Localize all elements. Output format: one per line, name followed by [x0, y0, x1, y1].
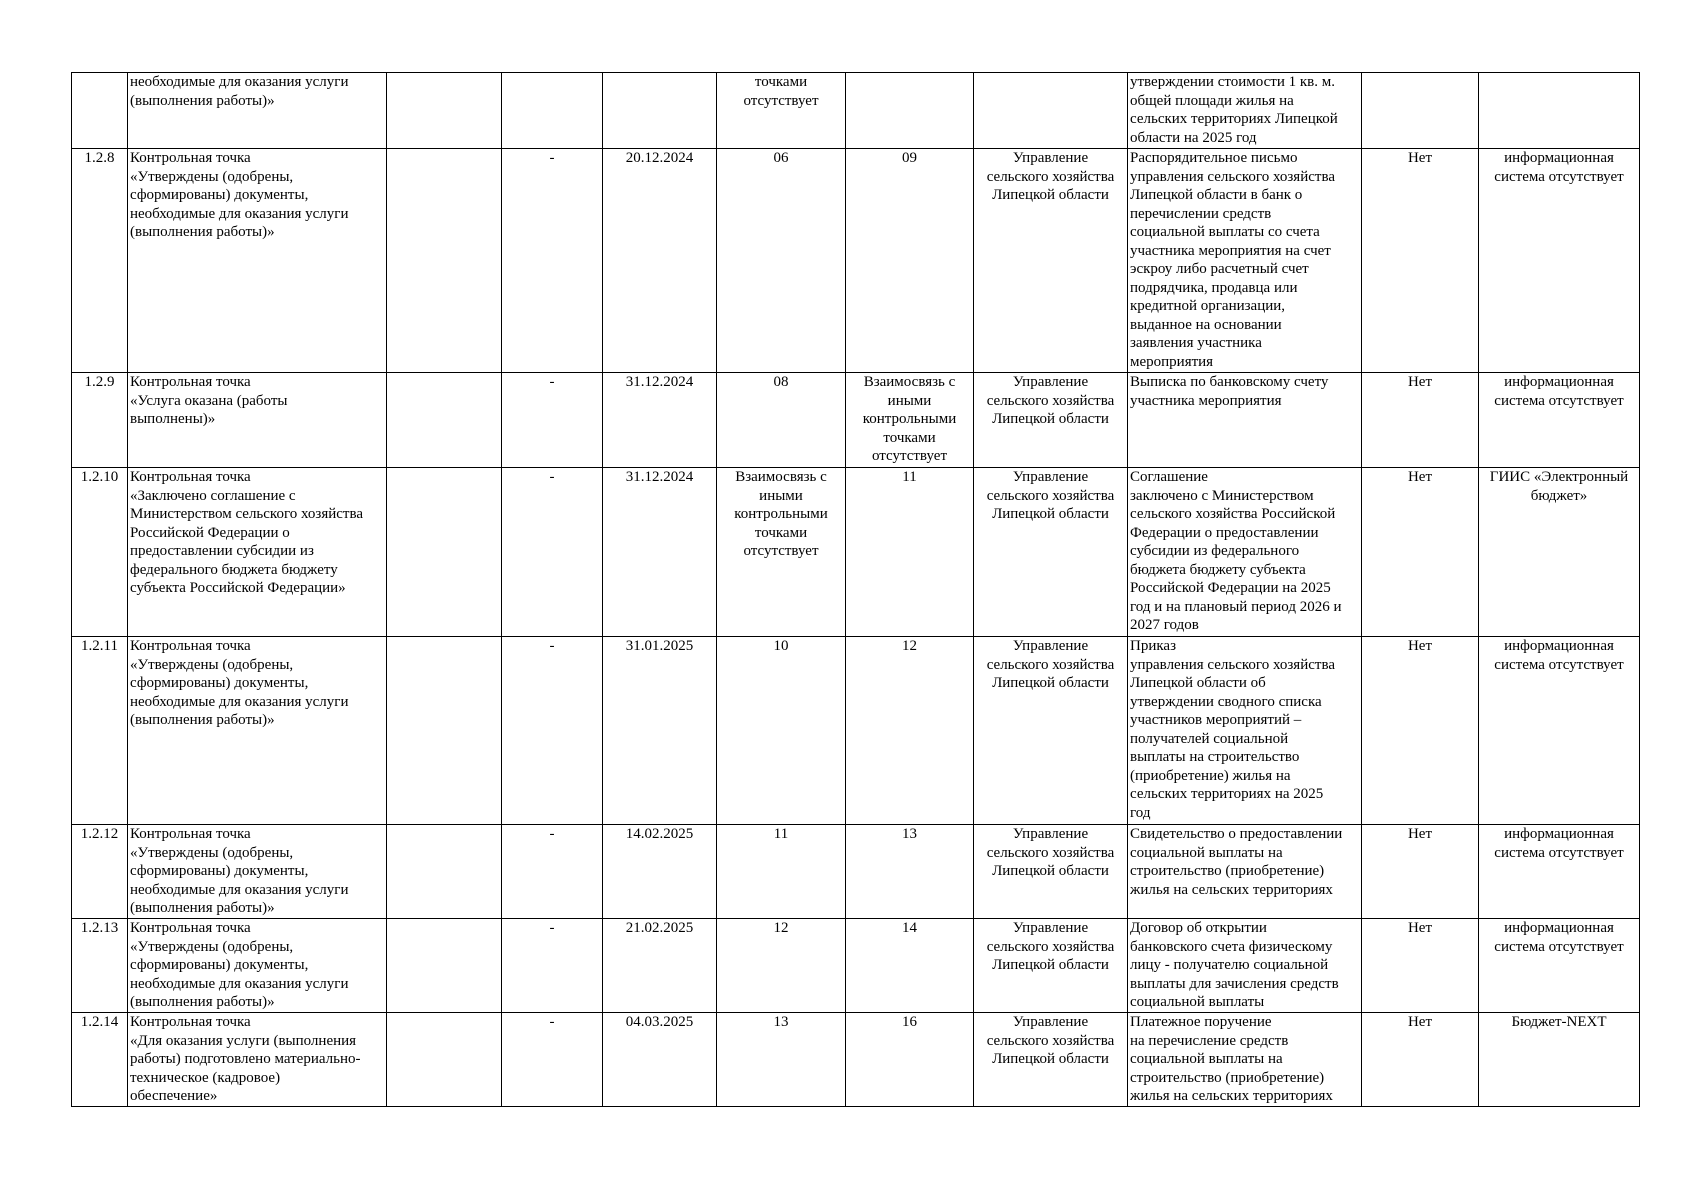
column-3-cell [387, 919, 502, 1013]
document-cell: Договор об открытии банковского счета физическому лицу - получателю социальной выплаты для зачисления средств социальной выплаты [1128, 919, 1362, 1013]
responsible-cell: Управление сельского хозяйства Липецкой области [974, 1013, 1128, 1107]
successor-cell: Взаимосвязь с иными контрольными точками отсутствует [846, 373, 974, 468]
responsible-cell: Управление сельского хозяйства Липецкой области [974, 373, 1128, 468]
successor-cell: 16 [846, 1013, 974, 1107]
column-4-cell: - [502, 468, 603, 637]
document-cell: Распорядительное письмо управления сельского хозяйства Липецкой области в банк о перечислении средств социальной выплаты со счета участника мероприятия на счет эскроу либо расчетный счет подрядчика, продавца или кредитной организации, выданное на основании заявления участника мероприятия [1128, 149, 1362, 373]
deadline-date: 20.12.2024 [603, 149, 717, 373]
column-3-cell [387, 373, 502, 468]
flag-cell: Нет [1362, 149, 1479, 373]
table-row [72, 637, 1640, 825]
control-point-name: Контрольная точка «Услуга оказана (работы выполнены)» [128, 373, 387, 468]
flag-cell: Нет [1362, 1013, 1479, 1107]
responsible-cell: Управление сельского хозяйства Липецкой области [974, 637, 1128, 825]
flag-cell: Нет [1362, 637, 1479, 825]
successor-cell [846, 73, 974, 149]
info-system-cell: информационная система отсутствует [1479, 373, 1640, 468]
column-3-cell [387, 73, 502, 149]
predecessor-cell: 11 [717, 825, 846, 919]
table-row [72, 919, 1640, 1013]
table-row [72, 468, 1640, 637]
row-number: 1.2.9 [72, 373, 128, 468]
column-3-cell [387, 637, 502, 825]
table-row [72, 373, 1640, 468]
control-point-name: Контрольная точка «Утверждены (одобрены, сформированы) документы, необходимые для оказания услуги (выполнения работы)» [128, 825, 387, 919]
info-system-cell: информационная система отсутствует [1479, 149, 1640, 373]
predecessor-cell: 08 [717, 373, 846, 468]
document-cell: Свидетельство о предоставлении социальной выплаты на строительство (приобретение) жилья на сельских территориях [1128, 825, 1362, 919]
deadline-date: 21.02.2025 [603, 919, 717, 1013]
info-system-cell: Бюджет-NEXT [1479, 1013, 1640, 1107]
document-cell: Платежное поручение на перечисление средств социальной выплаты на строительство (приобретение) жилья на сельских территориях [1128, 1013, 1362, 1107]
control-point-name: Контрольная точка «Заключено соглашение с Министерством сельского хозяйства Российской Федерации о предоставлении субсидии из федерального бюджета бюджету субъекта Российской Федерации» [128, 468, 387, 637]
column-4-cell: - [502, 1013, 603, 1107]
control-points-table [71, 72, 1640, 1107]
responsible-cell [974, 73, 1128, 149]
info-system-cell: информационная система отсутствует [1479, 637, 1640, 825]
control-point-name: Контрольная точка «Утверждены (одобрены, сформированы) документы, необходимые для оказания услуги (выполнения работы)» [128, 149, 387, 373]
control-point-name: Контрольная точка «Утверждены (одобрены, сформированы) документы, необходимые для оказания услуги (выполнения работы)» [128, 637, 387, 825]
row-number: 1.2.13 [72, 919, 128, 1013]
row-number: 1.2.12 [72, 825, 128, 919]
column-4-cell [502, 73, 603, 149]
flag-cell: Нет [1362, 919, 1479, 1013]
column-4-cell: - [502, 919, 603, 1013]
successor-cell: 14 [846, 919, 974, 1013]
deadline-date: 31.01.2025 [603, 637, 717, 825]
predecessor-cell: 13 [717, 1013, 846, 1107]
successor-cell: 12 [846, 637, 974, 825]
row-number: 1.2.8 [72, 149, 128, 373]
column-3-cell [387, 825, 502, 919]
column-3-cell [387, 149, 502, 373]
row-number: 1.2.14 [72, 1013, 128, 1107]
info-system-cell: информационная система отсутствует [1479, 919, 1640, 1013]
flag-cell [1362, 73, 1479, 149]
document-cell: Приказ управления сельского хозяйства Липецкой области об утверждении сводного списка участников мероприятий – получателей социальной выплаты на строительство (приобретение) жилья на сельских территориях на 2025 год [1128, 637, 1362, 825]
control-point-name: Контрольная точка «Для оказания услуги (выполнения работы) подготовлено материально- техническое (кадровое) обеспечение» [128, 1013, 387, 1107]
responsible-cell: Управление сельского хозяйства Липецкой области [974, 468, 1128, 637]
flag-cell: Нет [1362, 825, 1479, 919]
deadline-date: 31.12.2024 [603, 373, 717, 468]
row-number: 1.2.10 [72, 468, 128, 637]
document-cell: утверждении стоимости 1 кв. м. общей площади жилья на сельских территориях Липецкой области на 2025 год [1128, 73, 1362, 149]
document-cell: Соглашение заключено с Министерством сельского хозяйства Российской Федерации о предоставлении субсидии из федерального бюджета бюджету субъекта Российской Федерации на 2025 год и на плановый период 2026 и 2027 годов [1128, 468, 1362, 637]
info-system-cell: ГИИС «Электронный бюджет» [1479, 468, 1640, 637]
info-system-cell [1479, 73, 1640, 149]
table-row [72, 1013, 1640, 1107]
document-cell: Выписка по банковскому счету участника мероприятия [1128, 373, 1362, 468]
predecessor-cell: Взаимосвязь с иными контрольными точками отсутствует [717, 468, 846, 637]
column-4-cell: - [502, 825, 603, 919]
deadline-date: 31.12.2024 [603, 468, 717, 637]
control-point-name: необходимые для оказания услуги (выполнения работы)» [128, 73, 387, 149]
successor-cell: 09 [846, 149, 974, 373]
column-3-cell [387, 468, 502, 637]
control-point-name: Контрольная точка «Утверждены (одобрены, сформированы) документы, необходимые для оказания услуги (выполнения работы)» [128, 919, 387, 1013]
predecessor-cell: точками отсутствует [717, 73, 846, 149]
column-4-cell: - [502, 149, 603, 373]
successor-cell: 13 [846, 825, 974, 919]
table-row [72, 73, 1640, 149]
row-number: 1.2.11 [72, 637, 128, 825]
flag-cell: Нет [1362, 373, 1479, 468]
column-4-cell: - [502, 637, 603, 825]
predecessor-cell: 06 [717, 149, 846, 373]
column-3-cell [387, 1013, 502, 1107]
flag-cell: Нет [1362, 468, 1479, 637]
predecessor-cell: 12 [717, 919, 846, 1013]
deadline-date: 14.02.2025 [603, 825, 717, 919]
responsible-cell: Управление сельского хозяйства Липецкой области [974, 919, 1128, 1013]
successor-cell: 11 [846, 468, 974, 637]
table-row [72, 149, 1640, 373]
predecessor-cell: 10 [717, 637, 846, 825]
deadline-date [603, 73, 717, 149]
table-row [72, 825, 1640, 919]
column-4-cell: - [502, 373, 603, 468]
row-number [72, 73, 128, 149]
responsible-cell: Управление сельского хозяйства Липецкой области [974, 149, 1128, 373]
deadline-date: 04.03.2025 [603, 1013, 717, 1107]
info-system-cell: информационная система отсутствует [1479, 825, 1640, 919]
responsible-cell: Управление сельского хозяйства Липецкой области [974, 825, 1128, 919]
